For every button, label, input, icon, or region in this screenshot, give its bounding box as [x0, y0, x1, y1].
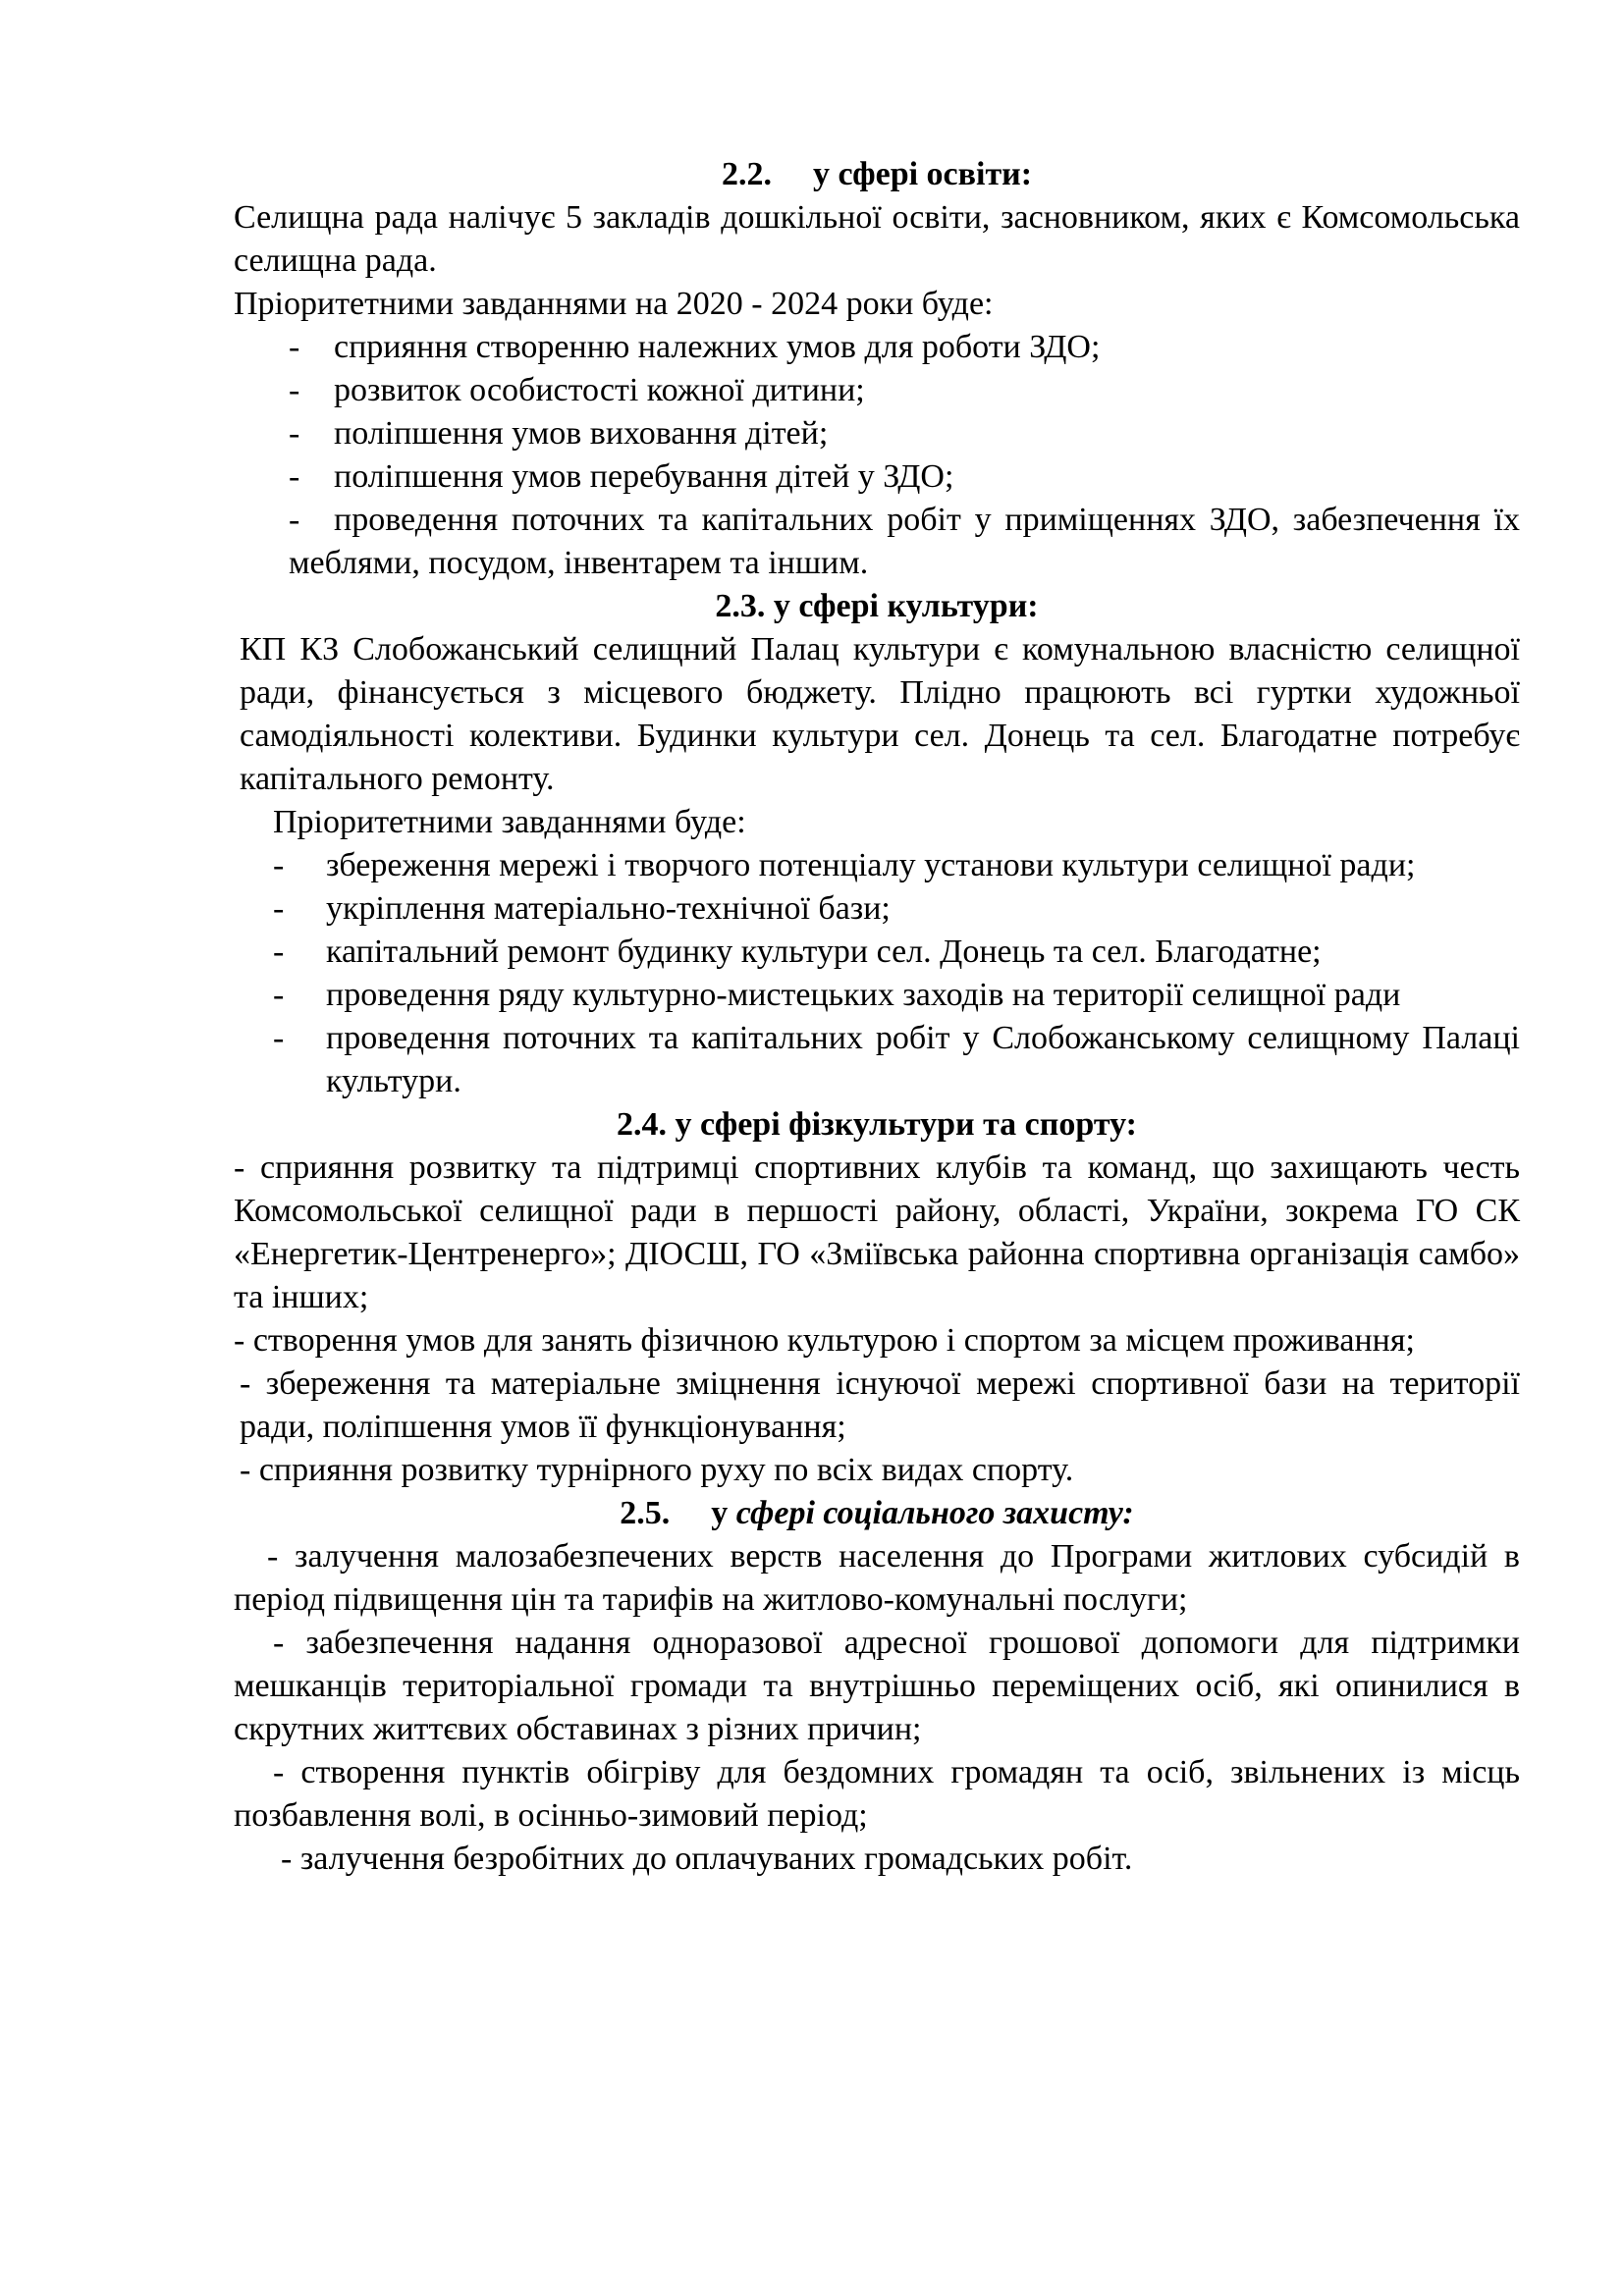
section-title: у сфері фізкультури та спорту:: [675, 1106, 1137, 1143]
list-item: [234, 499, 1520, 585]
education-list: [234, 326, 1520, 585]
section-number: 2.4.: [617, 1106, 668, 1143]
section-number: 2.2.: [721, 156, 772, 192]
sport-item: - створення умов для занять фізичною культурою і спортом за місцем проживання;: [234, 1322, 1415, 1359]
list-item: - капітальний ремонт будинку культури сел. Донець та сел. Благодатне;: [273, 934, 1322, 970]
education-intro: Селищна рада налічує 5 закладів дошкільної освіти, засновником, яких є Комсомольська селищна рада.: [234, 199, 1520, 279]
list-item: - сприяння створенню належних умов для роботи ЗДО;: [289, 329, 1101, 365]
section-heading-culture: [234, 585, 1520, 628]
social-item: - залучення малозабезпечених верств населення до Програми житлових субсидій в період підвищення цін та тарифів на житлово-комунальні послуги;: [234, 1538, 1520, 1618]
list-item: - збереження мережі і творчого потенціалу установи культури селищної ради;: [273, 847, 1416, 883]
social-item: - забезпечення надання одноразової адресної грошової допомоги для підтримки мешканців територіальної громади та внутрішньо переміщених осіб, які опинилися в скрутних життєвих обставинах з різних причин;: [234, 1625, 1520, 1747]
section-number: 2.5.: [620, 1495, 671, 1531]
section-title: у сфері культури:: [773, 588, 1039, 624]
social-item: - створення пунктів обігріву для бездомних громадян та осіб, звільнених із місць позбавлення волі, в осінньо-зимовий період;: [234, 1754, 1520, 1834]
section-title-plain: у: [711, 1495, 729, 1531]
section-title: у сфері освіти:: [812, 156, 1033, 192]
section-heading-education: [234, 153, 1520, 196]
list-item: - проведення ряду культурно-мистецьких заходів на території селищної ради: [273, 977, 1401, 1013]
list-item: - укріплення матеріально-технічної бази;: [273, 890, 891, 927]
section-heading-sport: [234, 1103, 1520, 1147]
culture-priorities: Пріоритетними завданнями буде:: [273, 804, 746, 840]
social-item: - залучення безробітних до оплачуваних громадських робіт.: [281, 1841, 1133, 1877]
list-item: - розвиток особистості кожної дитини;: [289, 372, 865, 408]
list-item: - поліпшення умов перебування дітей у ЗДО;: [289, 458, 954, 495]
list-item-text: - проведення поточних та капітальних робіт у приміщеннях ЗДО, забезпечення їх меблями, посудом, інвентарем та іншим.: [289, 502, 1520, 581]
sport-item: - сприяння розвитку турнірного руху по всіх видах спорту.: [240, 1452, 1074, 1488]
section-title-italic: сфері соціального захисту:: [735, 1495, 1134, 1531]
section-heading-social: [234, 1492, 1520, 1535]
section-number: 2.3.: [715, 588, 766, 624]
document-content: [234, 153, 1520, 1881]
sport-item: - сприяння розвитку та підтримці спортивних клубів та команд, що захищають честь Комсомольської селищної ради в першості району, області, України, зокрема ГО СК «Енергетик-Центренерго»; ДІОСШ, ГО «Зміївська районна спортивна організація самбо» та інших;: [234, 1149, 1520, 1315]
list-item: - проведення поточних та капітальних робіт у Слобожанському селищному Палаці культури.: [273, 1020, 1520, 1099]
education-priorities: Пріоритетними завданнями на 2020 - 2024 роки буде:: [234, 286, 994, 322]
culture-list: [234, 844, 1520, 1103]
sport-item: - збереження та матеріальне зміцнення існуючої мережі спортивної бази на території ради, поліпшення умов її функціонування;: [240, 1365, 1520, 1445]
list-item: - поліпшення умов виховання дітей;: [289, 415, 829, 452]
culture-intro: КП КЗ Слобожанський селищний Палац культури є комунальною власністю селищної ради, фінансується з місцевого бюджету. Плідно працюють всі гуртки художньої самодіяльності колективи. Будинки культури сел. Донець та сел. Благодатне потребує капітального ремонту.: [240, 631, 1520, 797]
